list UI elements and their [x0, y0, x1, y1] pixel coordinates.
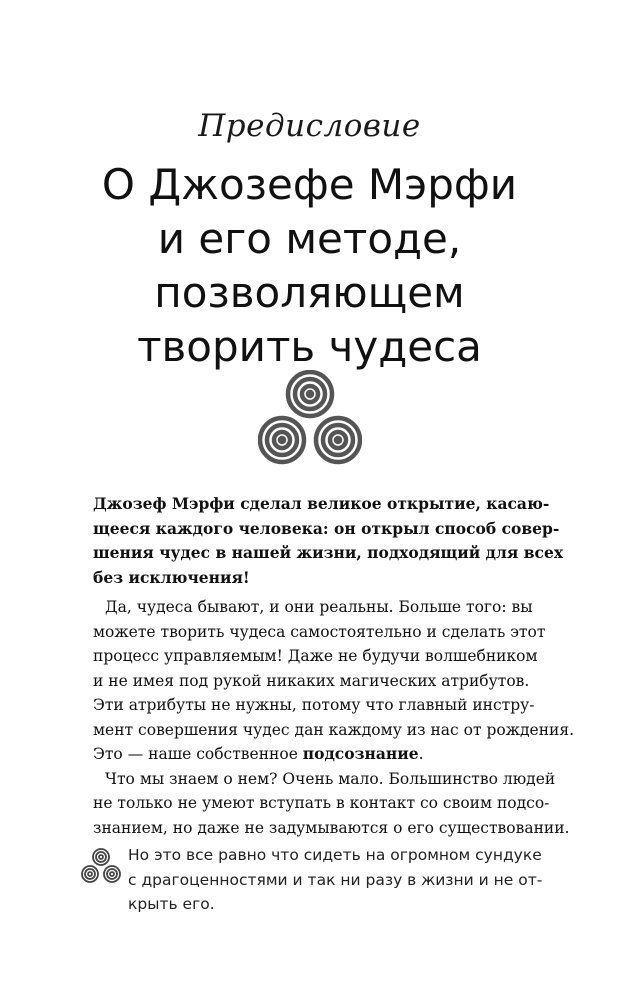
body-line: процесс управляемым! Даже не будучи волшебником	[93, 647, 538, 665]
lead-line: без исключения!	[93, 567, 250, 587]
body-text	[93, 595, 575, 840]
side-note	[128, 843, 543, 917]
body-line: мент совершения чудес дан каждому из нас от рождения.	[93, 720, 575, 739]
title-line: творить чудеса	[137, 322, 482, 371]
lead-line: Джозеф Мэрфи сделал великое открытие, касаю-	[93, 494, 550, 513]
body-line: не только не умеют вступать в контакт со своим подсо-	[93, 794, 550, 812]
body-line: Да, чудеса бывают, и они реальны. Больше того: вы	[105, 598, 533, 616]
chapter-title	[0, 158, 619, 374]
section-kicker: Предисловие	[198, 108, 421, 144]
body-text-post: .	[418, 745, 424, 763]
body-line-emphasis	[93, 742, 529, 767]
lead-paragraph	[93, 492, 564, 590]
title-line: и его методе,	[157, 214, 462, 263]
bold-term: подсознание	[302, 744, 419, 763]
triskelion-spiral-icon	[258, 370, 362, 466]
body-text-pre: Это — наше собственное	[93, 745, 303, 763]
note-line: крыть его.	[128, 895, 215, 913]
note-line: с драгоценностями и так ни разу в жизни и не от-	[128, 870, 543, 889]
body-line: Эти атрибуты не нужны, потому что главный инстру-	[93, 696, 535, 714]
title-line: О Джозефе Мэрфи	[101, 160, 518, 209]
small-triple-spiral-icon	[80, 848, 122, 884]
body-line: и не имея под рукой никаких магических атрибутов.	[93, 671, 530, 690]
body-line: знанием, но даже не задумываются о его существовании.	[93, 818, 570, 837]
lead-line: шения чудес в нашей жизни, подходящий для всех	[93, 543, 564, 562]
note-line: Но это все равно что сидеть на огромном сундуке	[128, 846, 542, 864]
lead-line: щееся каждого человека: он открыл способ совер-	[93, 518, 560, 538]
title-line: позволяющем	[154, 268, 465, 317]
body-line: можете творить чудеса самостоятельно и сделать этот	[93, 622, 546, 641]
body-line: Что мы знаем о нем? Очень мало. Большинство людей	[105, 769, 556, 788]
